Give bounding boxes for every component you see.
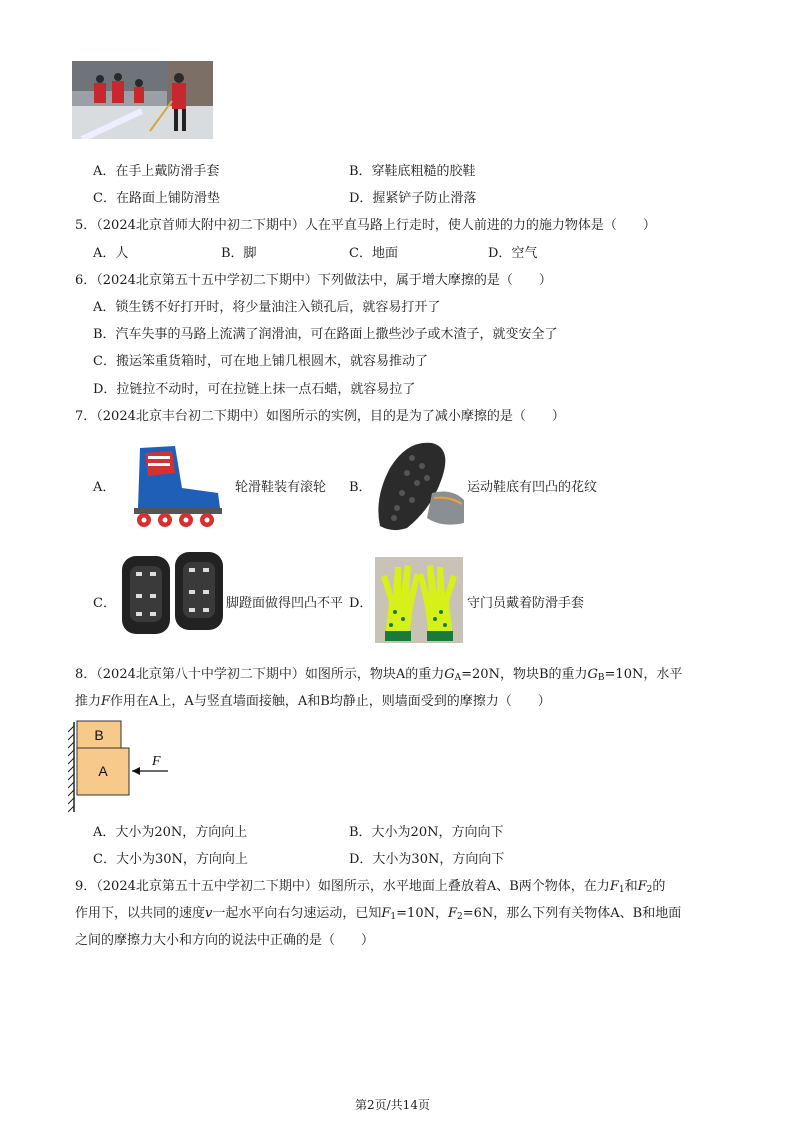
q8-block-b-label: B xyxy=(94,727,104,743)
q9-stem-line2 xyxy=(75,904,681,927)
q6-stem: 6．（2024北京第五十五中学初二下期中）下列做法中，属于增大摩擦的是（ ） xyxy=(75,273,552,288)
q8-ga-subscript: A xyxy=(454,673,462,683)
q9-f1-value: =10N， xyxy=(396,906,448,921)
q7-caption-c: 脚蹬面做得凹凸不平 xyxy=(226,596,344,611)
q7-caption-b: 运动鞋底有凹凸的花纹 xyxy=(467,480,598,495)
q8-line1-text: 8．（2024北京第八十中学初二下期中）如图所示，物块A的重力 xyxy=(75,667,445,682)
q6-option-d: D．拉链拉不动时，可在拉链上抹一点石蜡，就容易拉了 xyxy=(93,382,416,397)
goalkeeper-gloves-image xyxy=(375,557,463,643)
q8-line2-start: 推力 xyxy=(75,694,102,709)
q8-option-c: C．大小为30N，方向向上 xyxy=(93,852,248,867)
q9-line2-mid: 一起水平向右匀速运动，已知 xyxy=(212,906,382,921)
q9-f1-symbol: F xyxy=(609,879,619,894)
q9-f1-subscript: 1 xyxy=(618,885,625,895)
q9-line1-and: 和 xyxy=(624,879,638,894)
q9-stem-line3: 之间的摩擦力大小和方向的说法中正确的是（ ） xyxy=(75,933,375,948)
q9-line1-text: 9．（2024北京第五十五中学初二下期中）如图所示，水平地面上叠放着A、B两个物体，在力 xyxy=(75,879,610,894)
q7-letter-c: C． xyxy=(93,596,116,611)
q5-stem: 5．（2024北京首师大附中初二下期中）人在平直马路上行走时，使人前进的力的施力物体是（ ） xyxy=(75,218,656,233)
q8-gb-symbol: G xyxy=(587,667,598,682)
q9-f1-subscript-2: 1 xyxy=(390,912,397,922)
q9-f2-subscript: 2 xyxy=(646,885,653,895)
q8-ga-symbol: G xyxy=(444,667,455,682)
q9-stem-line1 xyxy=(75,877,665,900)
q8-force-symbol: F xyxy=(101,694,111,709)
q4-option-a: A．在手上戴防滑手套 xyxy=(93,164,220,179)
q8-option-d: D．大小为30N，方向向下 xyxy=(349,852,505,867)
snow-shoveling-photo xyxy=(72,61,213,139)
roller-skate-image xyxy=(120,438,226,528)
q5-option-c: C．地面 xyxy=(349,246,398,261)
q9-velocity-symbol: v xyxy=(205,906,213,921)
q7-letter-a: A． xyxy=(93,480,116,495)
q8-option-b: B．大小为20N，方向向下 xyxy=(349,825,504,840)
q8-option-a: A．大小为20N，方向向上 xyxy=(93,825,248,840)
q7-caption-d: 守门员戴着防滑手套 xyxy=(467,596,585,611)
q4-option-c: C．在路面上铺防滑垫 xyxy=(93,191,220,206)
q7-letter-b: B． xyxy=(349,480,372,495)
bike-pedal-image xyxy=(120,550,225,638)
q9-line2-start: 作用下，以共同的速度 xyxy=(75,906,206,921)
q6-option-b: B．汽车失事的马路上流满了润滑油，可在路面上撒些沙子或木渣子，就变安全了 xyxy=(93,327,558,342)
q9-f2-subscript-2: 2 xyxy=(457,912,463,922)
q9-f1-symbol-2: F xyxy=(381,906,391,921)
q6-option-c: C．搬运笨重货箱时，可在地上铺几根圆木，就容易推动了 xyxy=(93,354,428,369)
sports-shoe-sole-image xyxy=(372,438,465,533)
q6-option-a: A．锁生锈不好打开时，将少量油注入锁孔后，就容易打开了 xyxy=(93,300,441,315)
q8-stem-line1 xyxy=(75,665,682,688)
q8-gb-subscript: B xyxy=(597,673,605,683)
q4-option-b: B．穿鞋底粗糙的胶鞋 xyxy=(349,164,476,179)
q8-line2-rest: 作用在A上，A与竖直墙面接触，A和B均静止，则墙面受到的摩擦力（ ） xyxy=(110,694,551,709)
q5-option-b: B．脚 xyxy=(221,246,257,261)
q7-stem: 7．（2024北京丰台初二下期中）如图所示的实例，目的是为了减小摩擦的是（ ） xyxy=(75,409,565,424)
q9-line2-end: =6N，那么下列有关物体A、B和地面 xyxy=(462,906,682,921)
q9-f2-symbol-2: F xyxy=(447,906,457,921)
q8-gb-value: =10N，水平 xyxy=(604,667,683,682)
q9-line1-end: 的 xyxy=(652,879,666,894)
page-number-footer: 第2页/共14页 xyxy=(355,1098,430,1112)
q8-block-diagram xyxy=(68,718,180,814)
q5-option-d: D．空气 xyxy=(488,246,538,261)
q8-ga-value: =20N，物块B的重力 xyxy=(461,667,588,682)
q9-f2-symbol: F xyxy=(637,879,647,894)
q5-option-a: A．人 xyxy=(93,246,129,261)
q4-option-d: D．握紧铲子防止滑落 xyxy=(349,191,477,206)
q8-block-a-label: A xyxy=(98,763,108,779)
q7-letter-d: D． xyxy=(349,596,373,611)
q8-stem-line2 xyxy=(75,692,551,712)
q7-caption-a: 轮滑鞋装有滚轮 xyxy=(235,480,327,495)
q8-force-label: F xyxy=(152,754,161,769)
